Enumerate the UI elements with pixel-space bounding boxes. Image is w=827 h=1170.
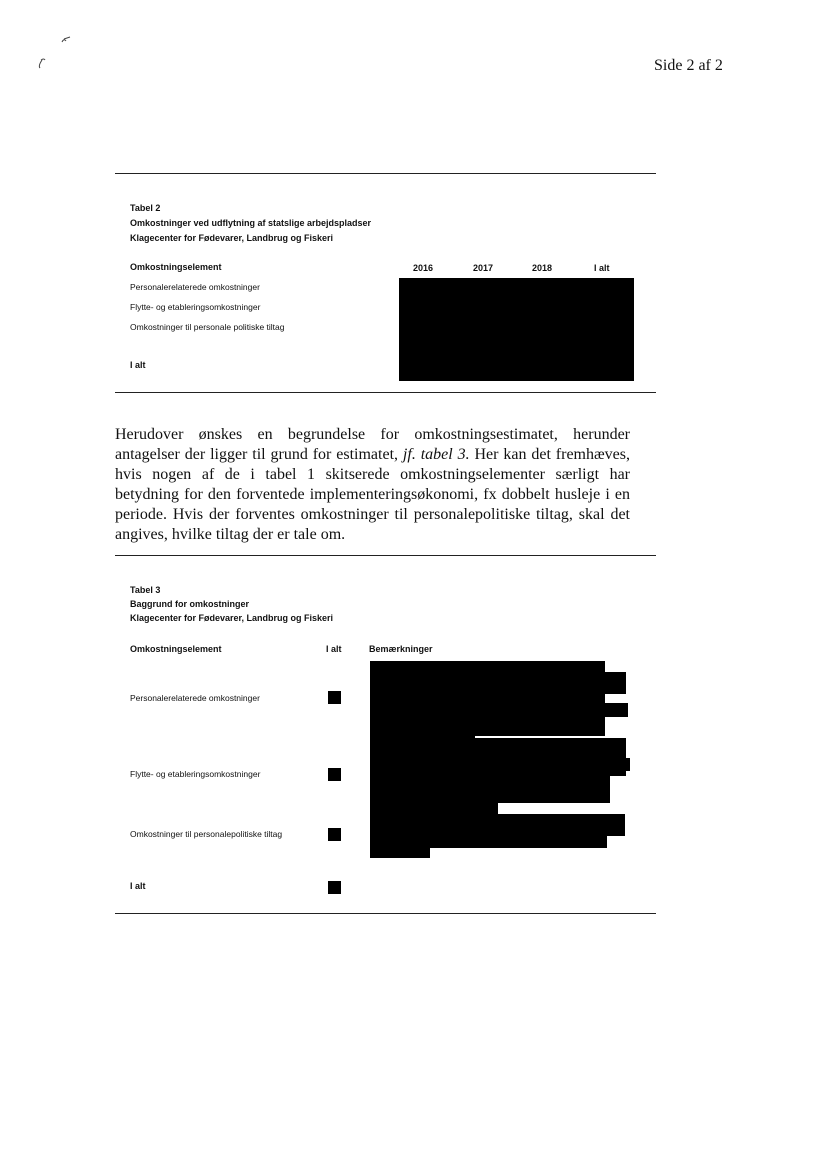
redaction-block xyxy=(328,881,341,894)
table2-bottom-rule xyxy=(115,392,656,393)
redaction-block xyxy=(399,278,634,381)
table2-row-total: I alt xyxy=(130,360,146,370)
redaction-block xyxy=(370,661,605,736)
table3-col-notes: Bemærkninger xyxy=(369,644,433,654)
table3-row-total: I alt xyxy=(130,881,146,891)
table2-col-total: I alt xyxy=(594,263,610,273)
handwritten-mark xyxy=(30,30,80,75)
body-text-after: Her kan det fremhæves, hvis nogen af de i tabel 1 skitserede omkostningselementer særligt har betydning for den forventede implementeringsøkonomi, fx dobbelt husleje i en periode. Hvis der forventes omkostninger til personalepolitiske tiltag, skal det angives, hvilke tiltag der er tale om. xyxy=(115,446,630,543)
redaction-block xyxy=(328,691,341,704)
redaction-block xyxy=(370,800,498,814)
table3-subtitle: Klagecenter for Fødevarer, Landbrug og Fiskeri xyxy=(130,613,334,623)
redaction-block xyxy=(370,846,430,858)
table2-row-moving: Flytte- og etableringsomkostninger xyxy=(130,302,261,312)
redaction-block xyxy=(600,672,626,694)
table3-bottom-rule xyxy=(115,913,656,914)
body-text-before: Herudover ønskes en begrundelse for omkostningsestimatet, herunder antagelser der ligger til grund for estimatet, xyxy=(115,426,630,463)
table3-col-element: Omkostningselement xyxy=(130,644,222,654)
redaction-block xyxy=(600,703,628,717)
table3-top-rule xyxy=(115,555,656,556)
table3-label: Tabel 3 xyxy=(130,585,161,595)
table2-label: Tabel 2 xyxy=(130,203,161,213)
redaction-block xyxy=(370,814,625,836)
table2-row-personnel: Personalerelaterede omkostninger xyxy=(130,282,260,292)
table-reference: jf. tabel 3. xyxy=(402,446,470,463)
table3-row-moving: Flytte- og etableringsomkostninger xyxy=(130,769,261,779)
table2-top-rule xyxy=(115,173,656,174)
redaction-block xyxy=(370,775,610,803)
table2-subtitle: Klagecenter for Fødevarer, Landbrug og Fiskeri xyxy=(130,233,334,243)
table3-title: Baggrund for omkostninger xyxy=(130,599,249,609)
redaction-block xyxy=(328,768,341,781)
table2-col-2018: 2018 xyxy=(532,263,553,273)
table2-col-2016: 2016 xyxy=(413,263,434,273)
table2-title: Omkostninger ved udflytning af statslige arbejdspladser xyxy=(130,218,372,228)
redaction-block xyxy=(605,758,630,771)
table3-col-total: I alt xyxy=(326,644,342,654)
redaction-block xyxy=(370,738,626,776)
body-paragraph xyxy=(115,425,630,545)
page-number: Side 2 af 2 xyxy=(654,57,723,74)
table2-row-policy: Omkostninger til personale politiske tiltag xyxy=(130,322,285,332)
table2-column-header: Omkostningselement xyxy=(130,262,222,272)
table3-row-policy: Omkostninger til personalepolitiske tiltag xyxy=(130,829,283,839)
table2-col-2017: 2017 xyxy=(473,263,494,273)
table3-row-personnel: Personalerelaterede omkostninger xyxy=(130,693,260,703)
redaction-block xyxy=(328,828,341,841)
